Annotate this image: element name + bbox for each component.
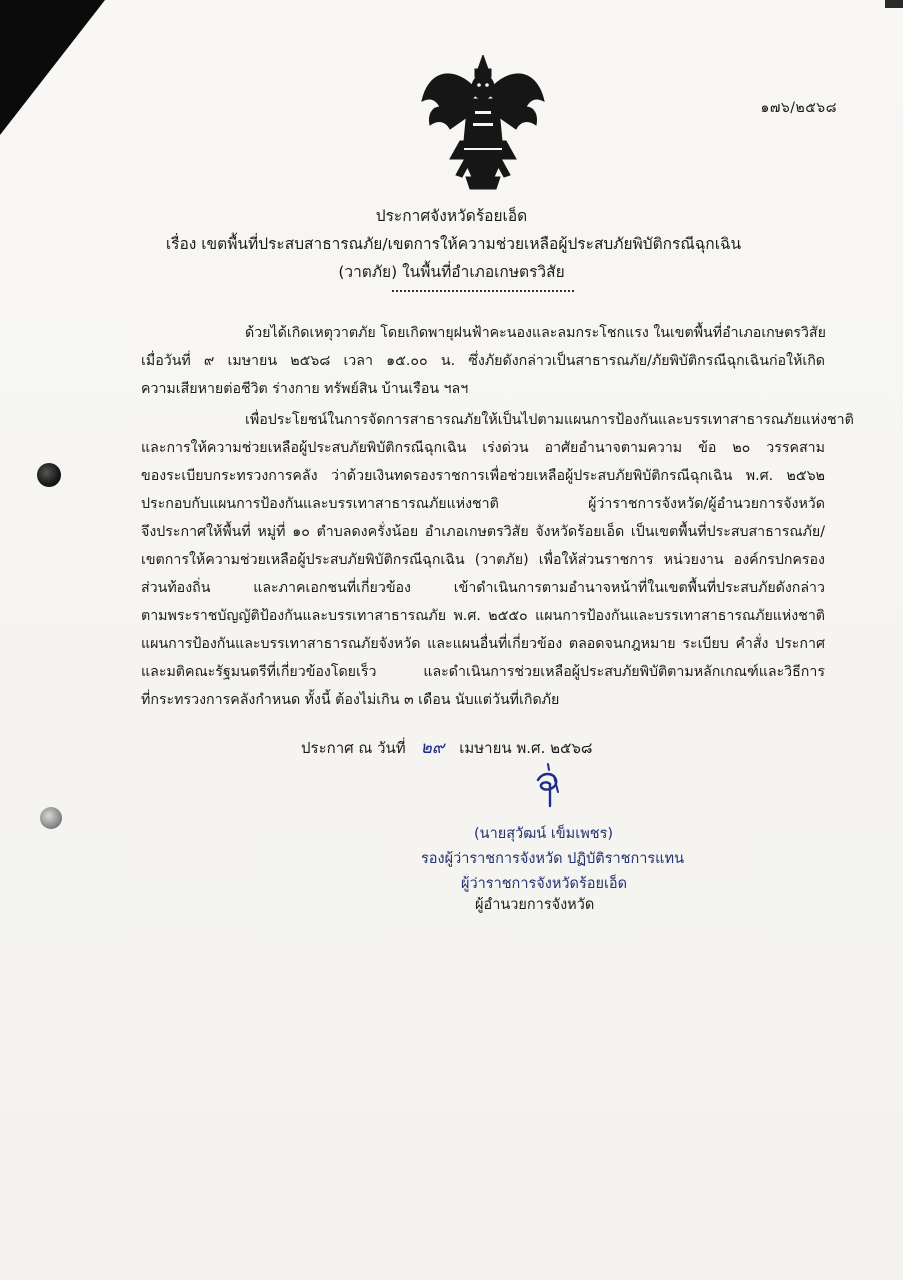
page-corner-shadow [0,0,105,135]
garuda-emblem-icon [420,55,546,190]
paragraph-line: ส่วนท้องถิ่น และภาคเอกชนที่เกี่ยวข้อง เข้าดำเนินการตามอำนาจหน้าที่ในเขตพื้นที่ประสบภัยดังกล่าว [141,580,825,596]
date-suffix: เมษายน พ.ศ. ๒๕๖๘ [459,739,593,757]
page-corner-mark [885,0,903,8]
signatory-position: ผู้อำนวยการจังหวัด [475,897,595,913]
paragraph-line: ของระเบียบกระทรวงการคลัง ว่าด้วยเงินทดรองราชการเพื่อช่วยเหลือผู้ประสบภัยพิบัติกรณีฉุกเฉิน พ.ศ. ๒๕๖๒ [141,468,825,484]
paragraph-line: ประกอบกับแผนการป้องกันและบรรเทาสาธารณภัยแห่งชาติ ผู้ว่าราชการจังหวัด/ผู้อำนวยการจังหวัด [141,496,825,512]
date-prefix: ประกาศ ณ วันที่ [301,739,406,757]
announcement-date [301,734,592,761]
signatory-position: รองผู้ว่าราชการจังหวัด ปฏิบัติราชการแทน [421,851,684,867]
paragraph-line: เขตการให้ความช่วยเหลือผู้ประสบภัยพิบัติกรณีฉุกเฉิน (วาตภัย) เพื่อให้ส่วนราชการ หน่วยงาน องค์กรปกครอง [141,552,825,568]
page-title: ประกาศจังหวัดร้อยเอ็ด [375,207,528,225]
paragraph-line: เพื่อประโยชน์ในการจัดการสาธารณภัยให้เป็นไปตามแผนการป้องกันและบรรเทาสาธารณภัยแห่งชาติ [245,412,854,428]
date-day-handwritten: ๒๙ [420,738,445,758]
paragraph-line: ความเสียหายต่อชีวิต ร่างกาย ทรัพย์สิน บ้านเรือน ฯลฯ [141,381,469,397]
paragraph-line: แผนการป้องกันและบรรเทาสาธารณภัยจังหวัด และแผนอื่นที่เกี่ยวข้อง ตลอดจนกฎหมาย ระเบียบ คำสั่ง ประกาศ [141,636,825,652]
punch-hole [37,463,61,487]
title-divider [392,290,574,292]
paragraph-line: จึงประกาศให้พื้นที่ หมู่ที่ ๑๐ ตำบลดงครั่งน้อย อำเภอเกษตรวิสัย จังหวัดร้อยเอ็ด เป็นเขตพื้นที่ประสบสาธารณภัย/ [141,524,825,540]
signatory-position: ผู้ว่าราชการจังหวัดร้อยเอ็ด [461,876,628,892]
paragraph-line: เมื่อวันที่ ๙ เมษายน ๒๕๖๘ เวลา ๑๕.๐๐ น. ซึ่งภัยดังกล่าวเป็นสาธารณภัย/ภัยพิบัติกรณีฉุกเฉินก่อให้เกิด [141,353,825,369]
handwritten-signature [528,762,568,808]
paragraph-line: ด้วยได้เกิดเหตุวาตภัย โดยเกิดพายุฝนฟ้าคะนองและลมกระโชกแรง ในเขตพื้นที่อำเภอเกษตรวิสัย [245,325,826,341]
signatory-name: (นายสุวัฒน์ เข็มเพชร) [474,826,614,842]
subject-line: (วาตภัย) ในพื้นที่อำเภอเกษตรวิสัย [338,263,565,281]
paragraph-line: ที่กระทรวงการคลังกำหนด ทั้งนี้ ต้องไม่เกิน ๓ เดือน นับแต่วันที่เกิดภัย [141,692,560,708]
punch-hole [40,807,62,829]
paragraph-line: ตามพระราชบัญญัติป้องกันและบรรเทาสาธารณภัย พ.ศ. ๒๕๕๐ แผนการป้องกันและบรรเทาสาธารณภัยแห่งชาติ [141,608,825,624]
paragraph-line: และมติคณะรัฐมนตรีที่เกี่ยวข้องโดยเร็ว และดำเนินการช่วยเหลือผู้ประสบภัยพิบัติตามหลักเกณฑ์และวิธีการ [141,664,825,680]
document-number: ๑๗๖/๒๕๖๘ [760,100,837,116]
subject-line: เรื่อง เขตพื้นที่ประสบสาธารณภัย/เขตการให้ความช่วยเหลือผู้ประสบภัยพิบัติกรณีฉุกเฉิน [165,235,742,253]
paragraph-line: และการให้ความช่วยเหลือผู้ประสบภัยพิบัติกรณีฉุกเฉิน เร่งด่วน อาศัยอำนาจตามความ ข้อ ๒๐ วรรคสาม [141,440,825,456]
